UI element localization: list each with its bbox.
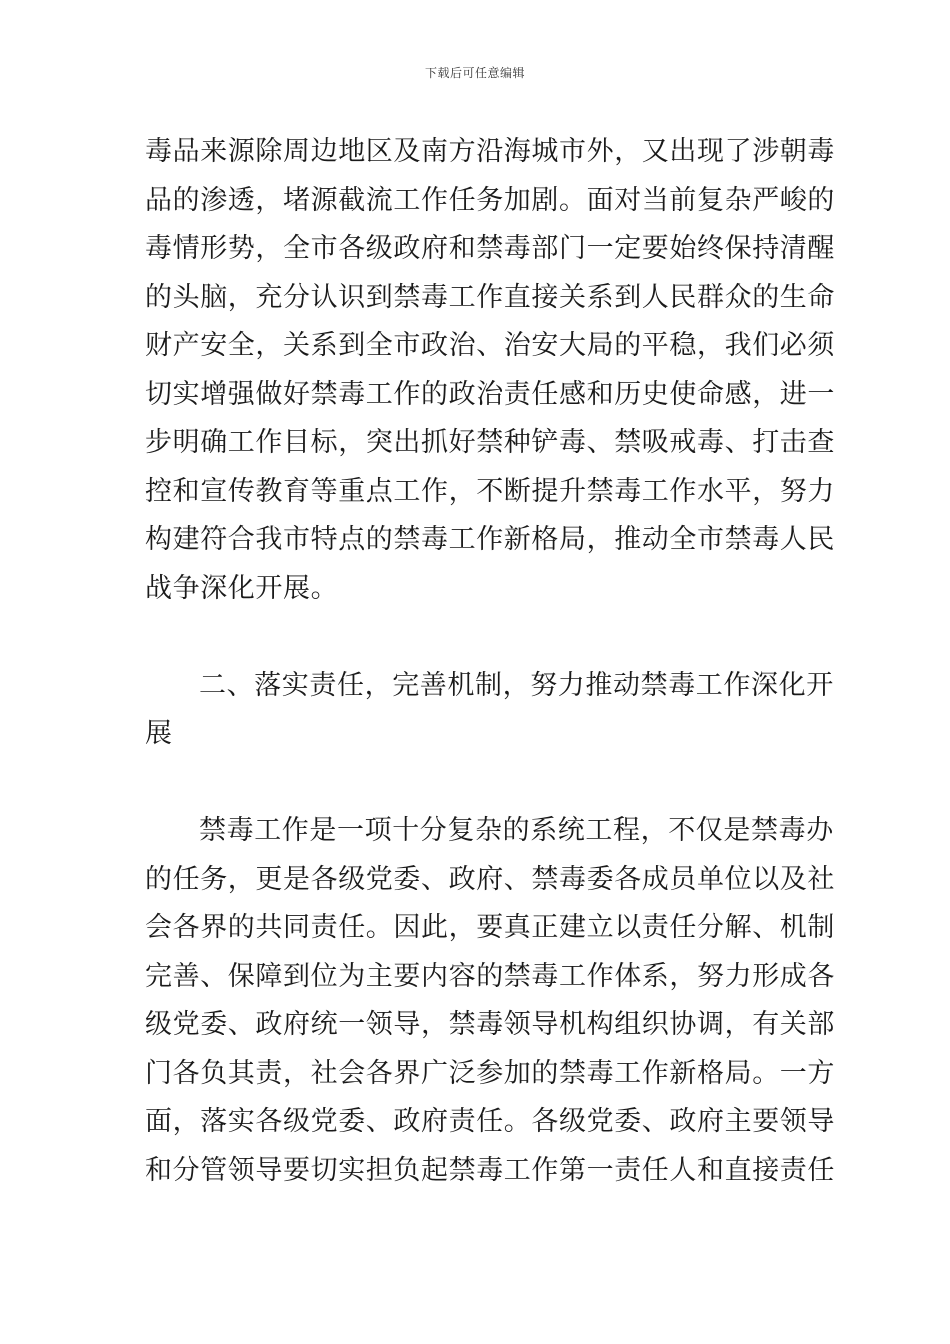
text-line: 品的渗透，堵源截流工作任务加剧。面对当前复杂严峻的 [145, 184, 835, 216]
text-line: 和分管领导要切实担负起禁毒工作第一责任人和直接责任 [145, 1154, 835, 1186]
section-heading-2 [145, 662, 834, 759]
text-line: 步明确工作目标，突出抓好禁种铲毒、禁吸戒毒、打击查 [145, 427, 835, 458]
paragraph-spacer [145, 613, 807, 662]
text-line: 毒情形势，全市各级政府和禁毒部门一定要始终保持清醒 [145, 233, 835, 264]
text-line: 战争深化开展。 [145, 572, 339, 604]
text-line: 禁毒工作是一项十分复杂的系统工程，不仅是禁毒办 [199, 815, 834, 846]
text-line: 控和宣传教育等重点工作，不断提升禁毒工作水平，努力 [145, 475, 835, 507]
text-line: 的任务，更是各级党委、政府、禁毒委各成员单位以及社 [145, 863, 835, 895]
text-line: 完善、保障到位为主要内容的禁毒工作体系，努力形成各 [145, 960, 835, 992]
text-line: 门各负其责，社会各界广泛参加的禁毒工作新格局。一方 [145, 1057, 835, 1089]
page-header: 下载后可任意编辑 [424, 66, 525, 80]
paragraph-1 [145, 128, 835, 613]
text-line: 会各界的共同责任。因此，要真正建立以责任分解、机制 [145, 912, 835, 943]
text-line: 级党委、政府统一领导，禁毒领导机构组织协调，有关部 [145, 1009, 835, 1040]
heading-line: 二、落实责任，完善机制，努力推动禁毒工作深化开 [199, 669, 834, 701]
text-line: 构建符合我市特点的禁毒工作新格局，推动全市禁毒人民 [145, 524, 835, 555]
document-body [145, 128, 835, 1195]
text-line: 毒品来源除周边地区及南方沿海城市外，又出现了涉朝毒 [145, 136, 835, 167]
text-line: 面，落实各级党委、政府责任。各级党委、政府主要领导 [145, 1106, 835, 1137]
paragraph-2 [145, 807, 835, 1195]
text-line: 切实增强做好禁毒工作的政治责任感和历史使命感，进一 [145, 378, 835, 410]
text-line: 财产安全，关系到全市政治、治安大局的平稳，我们必须 [145, 330, 835, 361]
text-line: 的头脑，充分认识到禁毒工作直接关系到人民群众的生命 [145, 281, 835, 313]
heading-line: 展 [145, 718, 173, 749]
paragraph-spacer [145, 759, 807, 808]
